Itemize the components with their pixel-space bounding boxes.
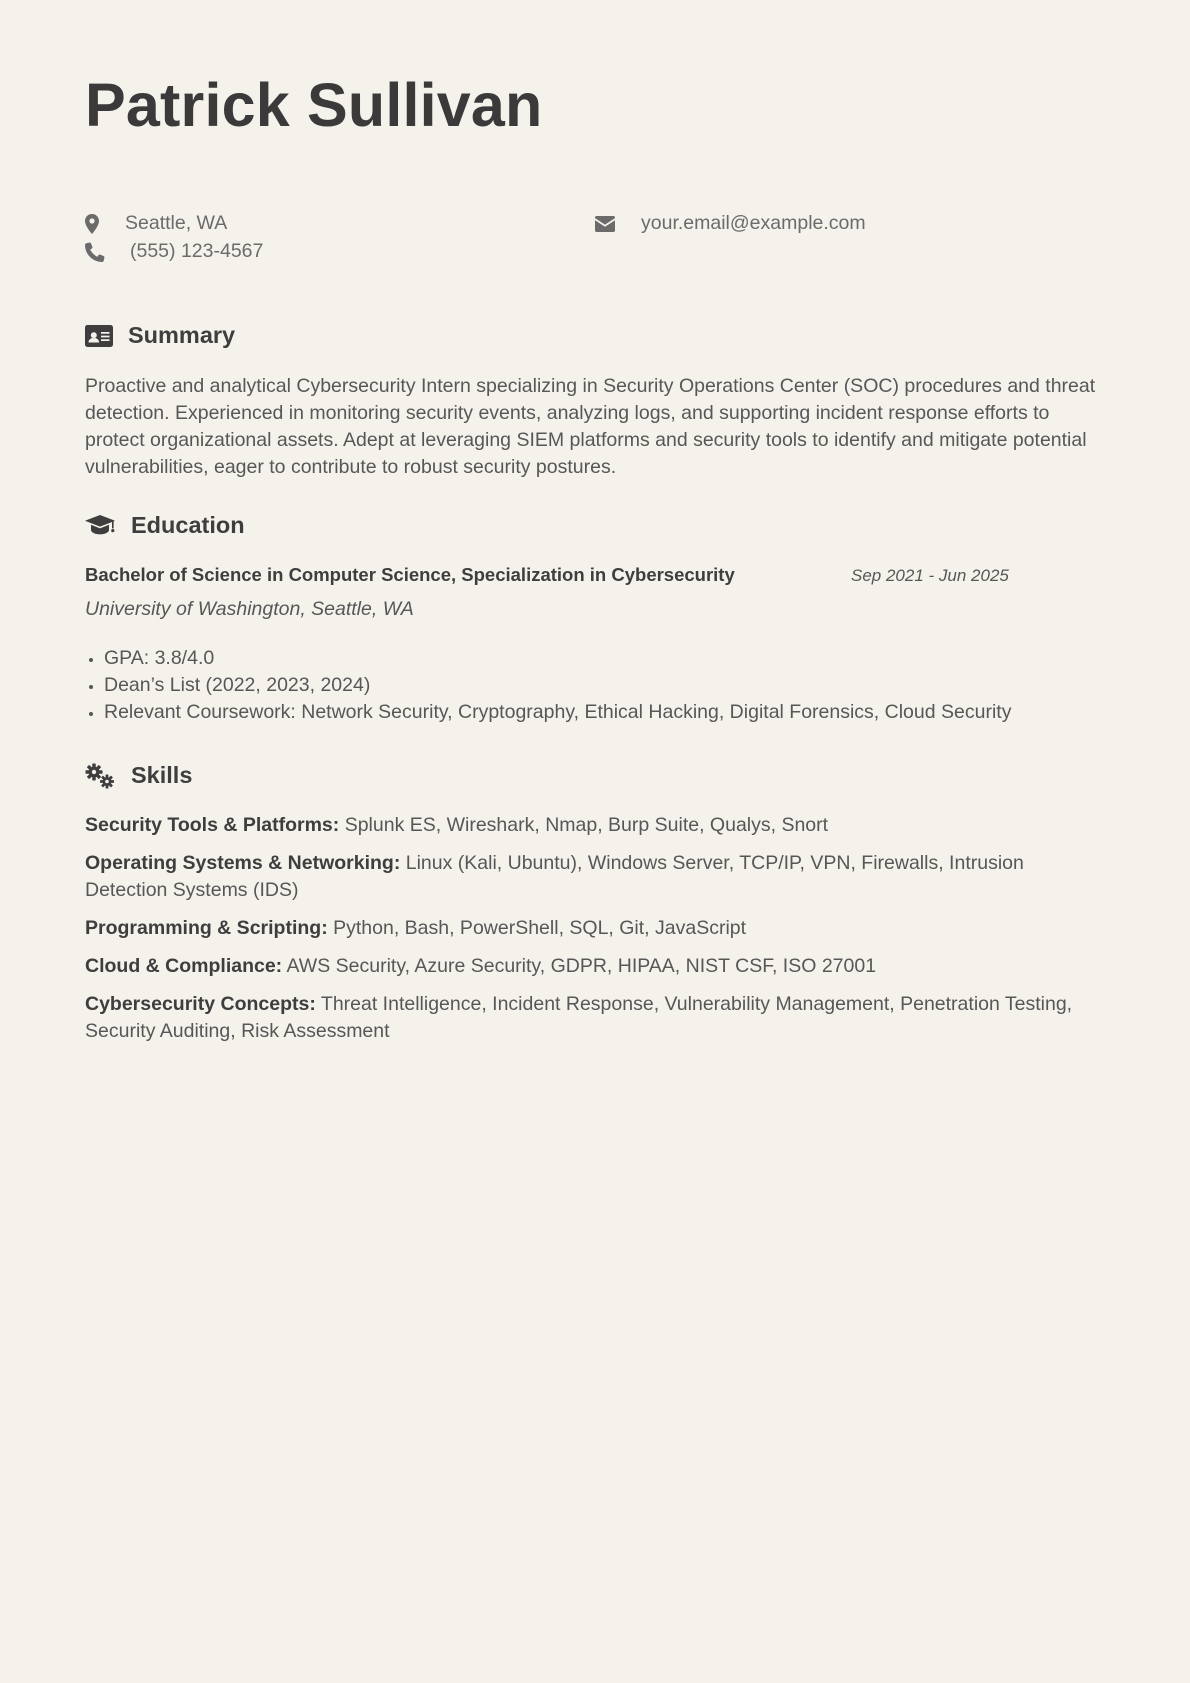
cogs-icon — [85, 763, 131, 789]
contact-email — [595, 214, 866, 234]
skill-value: Threat Intelligence, Incident Response, Vulnerability Management, Penetration Testing, Security Auditing, Risk Assessment — [85, 993, 1073, 1042]
skill-value: Python, Bash, PowerShell, SQL, Git, JavaScript — [333, 917, 747, 939]
list-item: • Dean’s List (2022, 2023, 2024) — [104, 672, 1011, 699]
skills-title: Skills — [131, 762, 193, 789]
summary-heading — [85, 324, 235, 348]
education-bullets — [85, 645, 1011, 726]
skill-label: Programming & Scripting: — [85, 917, 328, 939]
school-name: University of Washington, Seattle, WA — [85, 598, 414, 620]
skill-row-operating-systems — [85, 850, 1110, 904]
skill-row-programming — [85, 915, 1110, 942]
phone-icon — [85, 242, 130, 262]
location-text: Seattle, WA — [125, 212, 228, 235]
phone-text: (555) 123-4567 — [130, 240, 264, 263]
skill-label: Security Tools & Platforms: — [85, 814, 340, 836]
degree-title: Bachelor of Science in Computer Science, Specialization in Cybersecurity — [85, 564, 735, 585]
summary-title: Summary — [128, 322, 236, 348]
education-dates: Sep 2021 - Jun 2025 — [851, 566, 1009, 585]
skill-value: Linux (Kali, Ubuntu), Windows Server, TCP/IP, VPN, Firewalls, Intrusion Detection Systems (IDS) — [85, 852, 1024, 901]
list-item: • Relevant Coursework: Network Security, Cryptography, Ethical Hacking, Digital Forensics, Cloud Security — [104, 699, 1011, 726]
graduation-cap-icon — [85, 515, 131, 537]
map-marker-icon — [85, 214, 125, 234]
education-title: Education — [131, 512, 245, 538]
list-item: • GPA: 3.8/4.0 — [104, 645, 1011, 672]
summary-text: Proactive and analytical Cybersecurity Intern specializing in Security Operations Center (SOC) procedures and threat detection. Experienced in monitoring security events, analyzing logs, and supporting incident response efforts to protect organizational assets. Adept at leveraging SIEM platforms and security tools to identify and mitigate potential vulnerabilities, eager to contribute to robust security postures. — [85, 375, 1096, 478]
envelope-icon — [595, 216, 641, 232]
education-heading — [85, 514, 245, 538]
contact-phone — [85, 242, 263, 262]
email-text: your.email@example.com — [641, 212, 866, 234]
skill-row-cloud-compliance — [85, 953, 1110, 980]
contact-location — [85, 214, 227, 234]
skills-heading — [85, 763, 192, 789]
skill-value: Splunk ES, Wireshark, Nmap, Burp Suite, Qualys, Snort — [344, 814, 829, 836]
skill-value: AWS Security, Azure Security, GDPR, HIPAA, NIST CSF, ISO 27001 — [286, 955, 877, 977]
skill-label: Cloud & Compliance: — [85, 955, 283, 977]
skill-row-security-tools — [85, 812, 1110, 839]
skill-label: Operating Systems & Networking: — [85, 852, 401, 874]
skill-label: Cybersecurity Concepts: — [85, 993, 316, 1015]
id-card-icon — [85, 325, 128, 347]
candidate-name: Patrick Sullivan — [85, 71, 543, 139]
skill-row-cybersecurity-concepts — [85, 991, 1110, 1045]
skills-list — [85, 812, 1110, 1056]
